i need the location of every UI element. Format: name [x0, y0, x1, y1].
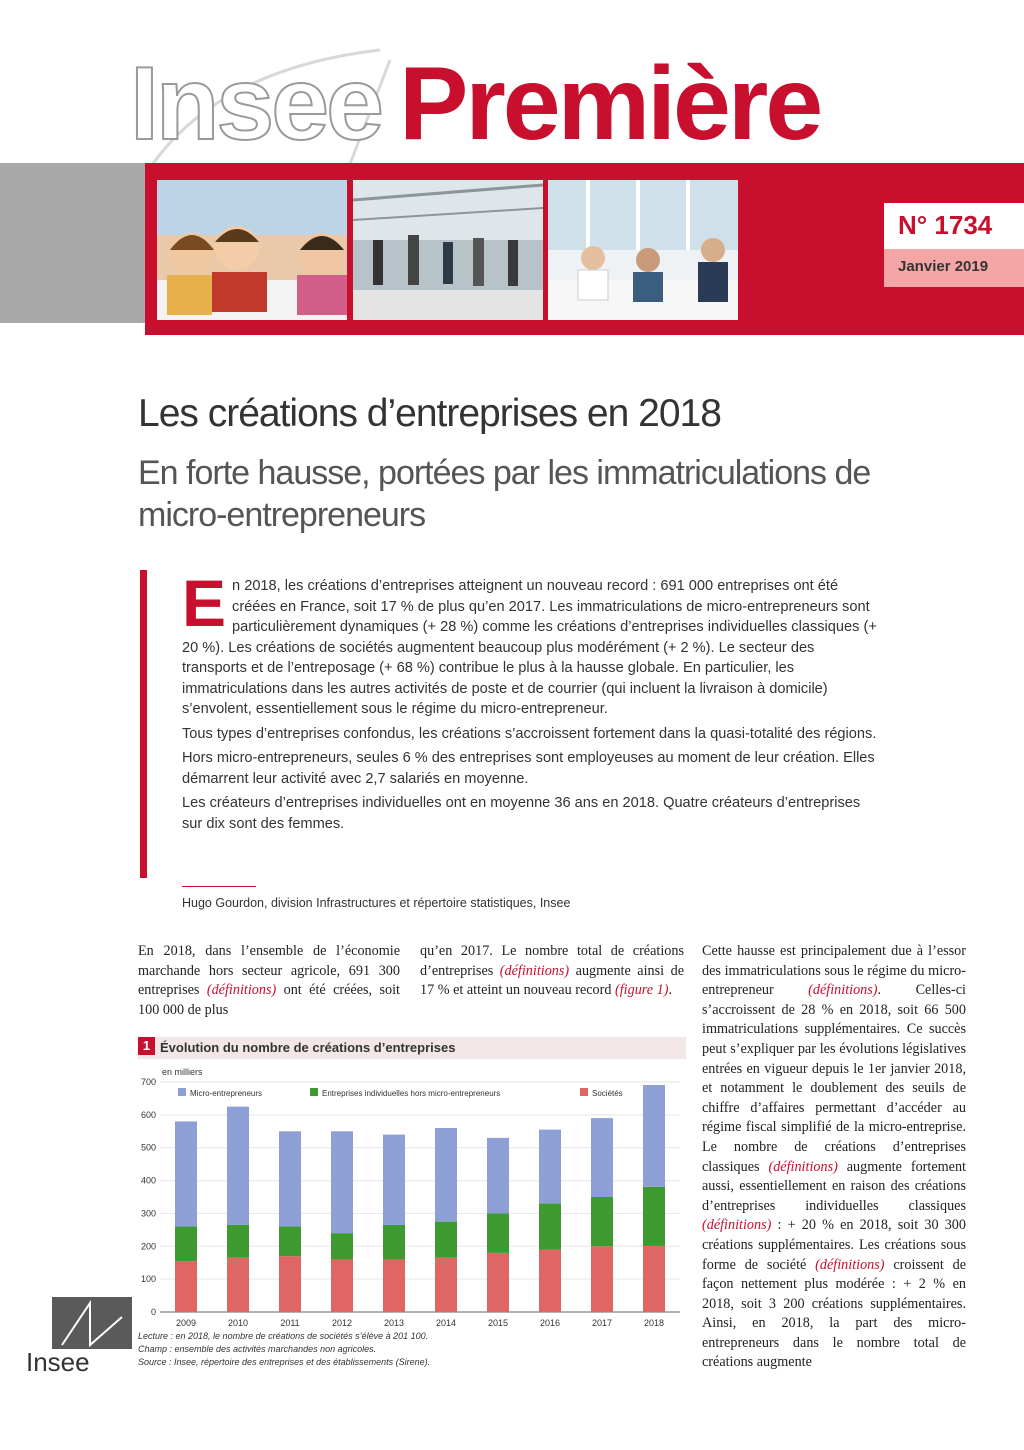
brand-premiere: Première — [398, 46, 821, 162]
bar-segment — [539, 1250, 561, 1312]
x-tick-label: 2014 — [435, 1318, 457, 1328]
body-text: ont été créées, soit 100 000 de plus — [138, 982, 400, 1018]
body-text: Cette hausse est principalement due à l’essor des immatriculations sous le régime du micro-entrepreneur — [702, 943, 966, 999]
bar-segment — [591, 1197, 613, 1246]
insee-logo — [26, 1297, 116, 1387]
bar-segment — [591, 1118, 613, 1197]
bar-segment — [539, 1130, 561, 1204]
definition-link[interactable]: (définitions) — [206, 982, 277, 999]
photo-children — [157, 180, 347, 320]
lead-paragraph-2: Tous types d’entreprises confondus, les créations s’accroissent fortement dans la quasi-totalité des régions. — [182, 725, 877, 742]
y-tick-label: 200 — [140, 1241, 156, 1252]
issue-number: N° 1734 — [898, 210, 993, 240]
bar-segment — [435, 1128, 457, 1222]
bar-segment — [643, 1187, 665, 1246]
y-tick-label: 500 — [140, 1142, 156, 1153]
lead-paragraph-4: Les créateurs d’entreprises individuelles ont en moyenne 36 ans en 2018. Quatre créateurs d’entreprises sur dix sont des femmes. — [182, 795, 861, 832]
x-tick-label: 2017 — [591, 1318, 613, 1328]
y-axis-label: en milliers — [162, 1067, 203, 1077]
figure-number: 1 — [138, 1037, 155, 1055]
bar-segment — [331, 1233, 353, 1259]
body-text: augmente ainsi de 17 % et atteint un nouveau record — [420, 962, 684, 999]
bar-segment — [175, 1261, 197, 1312]
logo-text: Insee — [26, 1347, 90, 1377]
bar-segment — [643, 1246, 665, 1312]
body-text: : + 20 % en 2018, soit 30 300 créations supplémentaires. Les créations sous forme de société — [702, 1217, 966, 1273]
bar-segment — [383, 1135, 405, 1225]
figure-note-source: Source : Insee, répertoire des entreprises et des établissements (Sirene). — [138, 1357, 431, 1367]
y-tick-label: 300 — [140, 1208, 156, 1219]
body-text: qu’en 2017. Le nombre total de créations d’entreprises — [420, 943, 684, 979]
drop-cap: E — [182, 566, 227, 640]
body-column-1 — [138, 942, 400, 1020]
bar-segment — [487, 1138, 509, 1214]
body-column-2 — [420, 942, 684, 1001]
figure-title: Évolution du nombre de créations d’entreprises — [160, 1040, 456, 1055]
author-rule — [182, 886, 256, 887]
figure-note-scope: Champ : ensemble des activités marchandes non agricoles. — [138, 1344, 377, 1354]
legend-label: Micro-entrepreneurs — [190, 1089, 263, 1098]
lead-paragraph-1 — [182, 566, 882, 720]
lead-summary — [182, 566, 882, 838]
photo-office — [548, 180, 738, 320]
brand-insee: Insee — [130, 46, 381, 162]
bar-segment — [227, 1258, 249, 1312]
photo-crowd — [353, 180, 543, 320]
lead-paragraph-3: Hors micro-entrepreneurs, seules 6 % des entreprises sont employeuses au moment de leur création. Elles démarrent leur activité avec 2,7 salariés en moyenne. — [182, 750, 875, 787]
author-line: Hugo Gourdon, division Infrastructures et répertoire statistiques, Insee — [182, 896, 571, 910]
body-text: croissent de façon nettement plus modérée : + 2 % en 2018, soit 3 200 créations supplémentaires. Ainsi, en 2018, la part des micro-entrepreneurs dans le nombre total de créations augmente — [702, 1256, 967, 1371]
definition-link[interactable]: (définitions) — [499, 962, 570, 979]
bar-segment — [643, 1085, 665, 1187]
figure-link[interactable]: (figure 1) — [615, 982, 669, 999]
issue-date: Janvier 2019 — [898, 258, 989, 275]
bar-segment — [227, 1107, 249, 1225]
publication-title — [130, 46, 821, 162]
bar-segment — [383, 1225, 405, 1260]
lead-accent-bar — [140, 570, 147, 878]
x-tick-label: 2010 — [227, 1318, 249, 1328]
legend-label: Sociétés — [592, 1089, 623, 1098]
bar-segment — [487, 1213, 509, 1252]
y-tick-label: 600 — [140, 1109, 156, 1120]
bar-segment — [175, 1227, 197, 1262]
masthead — [0, 0, 1024, 340]
definition-link[interactable]: (définitions) — [815, 1256, 885, 1273]
legend-label: Entreprises individuelles hors micro-entrepreneurs — [322, 1089, 501, 1098]
body-text: En 2018, dans l’ensemble de l’économie marchande hors secteur agricole, 691 300 entreprises — [138, 943, 400, 999]
logo-mark-icon — [52, 1297, 132, 1349]
y-tick-label: 400 — [140, 1175, 156, 1186]
legend-swatch — [580, 1088, 588, 1096]
bar-segment — [487, 1253, 509, 1312]
bar-chart — [138, 1062, 686, 1330]
figure-notes — [138, 1330, 686, 1369]
legend-swatch — [310, 1088, 318, 1096]
x-tick-label: 2016 — [539, 1318, 561, 1328]
bar-segment — [539, 1204, 561, 1250]
bar-segment — [331, 1259, 353, 1312]
bar-segment — [279, 1256, 301, 1312]
legend-swatch — [178, 1088, 186, 1096]
body-text: . — [668, 982, 673, 999]
y-tick-label: 100 — [140, 1274, 156, 1285]
bar-segment — [227, 1225, 249, 1258]
bar-segment — [175, 1121, 197, 1226]
bar-segment — [591, 1246, 613, 1312]
x-tick-label: 2015 — [487, 1318, 509, 1328]
lead-text-1: n 2018, les créations d’entreprises atteignent un nouveau record : 691 000 entreprises ont été créées en France, soit 17 % de plus qu’en 2017. Les immatriculations de micro-entrepreneurs sont particulièrement dynamiques (+ 28 %) comme les créations d’entreprises individuelles classiques (+ 20 %). Les créations de sociétés augmentent beaucoup plus modérément (+ 2 %). Le secteur des transports et de l’entreposage (+ 68 %) contribue le plus à la hausse globale. En particulier, les immatriculations dans les autres activités de poste et de courrier (qui incluent la livraison à domicile) s’envolent, essentiellement sous le régime du micro-entrepreneur. — [182, 578, 877, 717]
bar-segment — [383, 1259, 405, 1312]
x-tick-label: 2012 — [331, 1318, 353, 1328]
x-tick-label: 2018 — [643, 1318, 665, 1328]
bar-segment — [279, 1227, 301, 1257]
bar-segment — [435, 1258, 457, 1312]
definition-link[interactable]: (définitions) — [702, 1217, 772, 1234]
body-text: augmente fortement aussi, essentiellement en raison des créations d’entreprises individuelles classiques — [702, 1158, 966, 1214]
x-tick-label: 2011 — [280, 1318, 300, 1328]
article-title: Les créations d’entreprises en 2018 — [138, 392, 721, 435]
definition-link[interactable]: (définitions) — [768, 1158, 838, 1175]
bar-segment — [435, 1222, 457, 1258]
definition-link[interactable]: (définitions) — [808, 982, 878, 999]
bar-segment — [279, 1131, 301, 1226]
x-tick-label: 2009 — [175, 1318, 197, 1328]
y-tick-label: 0 — [150, 1307, 156, 1317]
figure-note-reading: Lecture : en 2018, le nombre de créations de sociétés s’élève à 201 100. — [138, 1331, 429, 1341]
x-tick-label: 2013 — [383, 1318, 405, 1328]
article-subtitle: En forte hausse, portées par les immatriculations de micro-entrepreneurs — [138, 454, 871, 534]
bar-segment — [331, 1131, 353, 1233]
body-text: . Celles-ci s’accroissent de 28 % en 2018, soit 66 500 immatriculations supplémentaires. Ce succès peut s’expliquer par les évolutions législatives entrées en vigueur depuis le 1er janvier 2018, et notamment le doublement des seuils de chiffre d’affaires permettant d’accéder au régime fiscal simplifié de la micro-entreprise. Le nombre de créations d’entreprises classiques — [702, 982, 966, 1175]
body-column-3 — [702, 942, 966, 1373]
y-tick-label: 700 — [140, 1077, 156, 1087]
